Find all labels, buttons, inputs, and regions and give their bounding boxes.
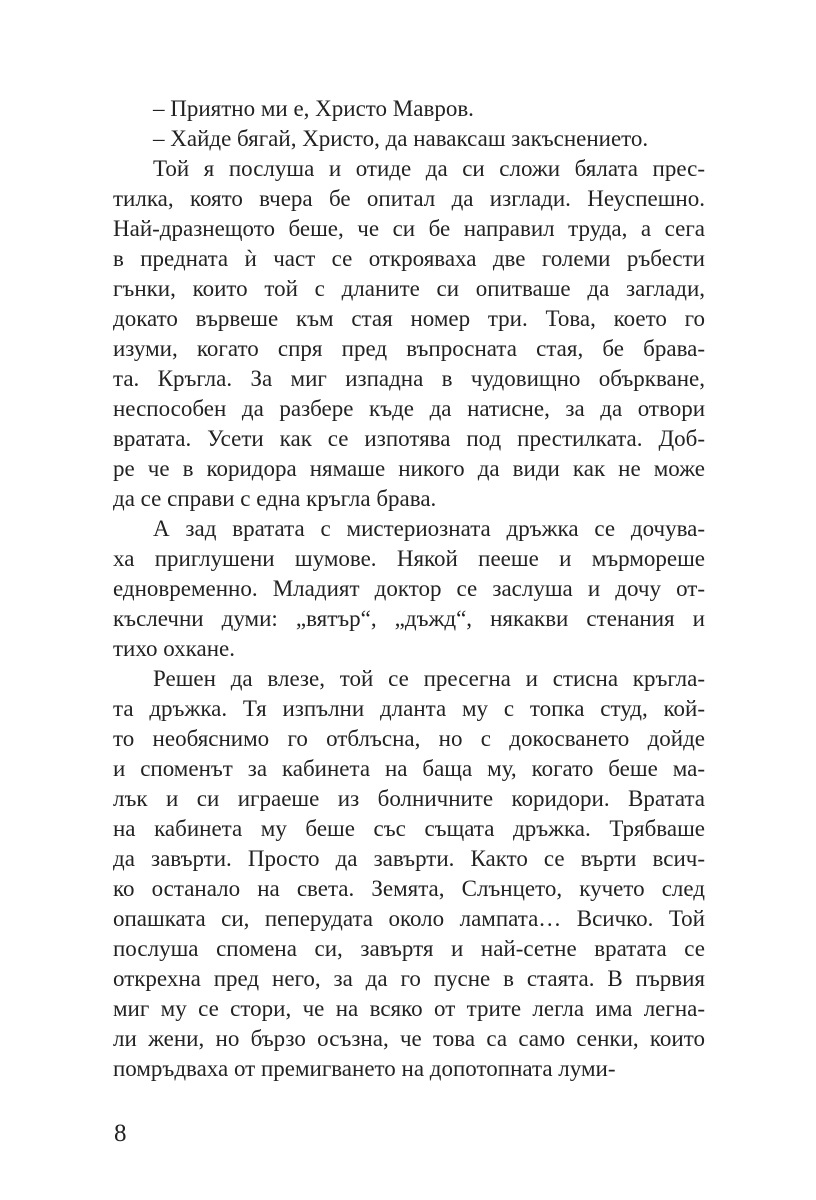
text-line: лък и си играеше из болничните коридори. Вратата [113, 786, 705, 811]
text-line: докато вървеше към стая номер три. Това, което го [113, 306, 705, 331]
text-line: помръдваха от премигването на допотопната луми- [113, 1056, 616, 1081]
text-line: послуша спомена си, завъртя и най-сетне вратата се [113, 936, 705, 961]
text-line: та. Кръгла. За миг изпадна в чудовищно объркване, [113, 366, 705, 391]
text-line: на кабинета му беше със същата дръжка. Трябваше [113, 816, 705, 841]
text-line: ре че в коридора нямаше никого да види как не може [113, 456, 705, 481]
text-line: тилка, която вчера бе опитал да изглади. Неуспешно. [113, 186, 705, 211]
text-line: да завърти. Просто да завърти. Както се върти всич- [113, 846, 705, 871]
text-line: ха приглушени шумове. Някой пееше и мърмореше [113, 546, 705, 571]
text-line: миг му се стори, че на всяко от трите легла има легна- [113, 996, 705, 1021]
text-line: – Приятно ми е, Христо Мавров. [153, 96, 474, 121]
text-line: да се справи с една кръгла брава. [113, 486, 437, 511]
text-line: открехна пред него, за да го пусне в стаята. В първия [113, 966, 705, 991]
text-line: неспособен да разбере къде да натисне, за да отвори [113, 396, 705, 421]
text-line: гънки, които той с дланите си опитваше да заглади, [113, 276, 705, 301]
text-line: то необяснимо го отблъсна, но с докосването дойде [113, 726, 705, 751]
text-line: и споменът за кабинета на баща му, когато беше ма- [113, 756, 705, 781]
text-line: та дръжка. Тя изпълни дланта му с топка студ, кой- [113, 696, 705, 721]
text-line: тихо охкане. [113, 636, 235, 661]
paragraph [113, 514, 705, 664]
text-line: опашката си, пеперудата около лампата… Всичко. Той [113, 906, 705, 931]
paragraph [113, 154, 705, 514]
text-line: в предната ѝ част се открояваха две големи ръбести [113, 246, 705, 271]
text-line: Той я послуша и отиде да си сложи бялата прес- [153, 156, 705, 181]
paragraph [113, 94, 705, 124]
text-line: Най-дразнещото беше, че си бе направил труда, а сега [113, 216, 705, 241]
text-line: къслечни думи: „вятър“, „дъжд“, някакви стенания и [113, 606, 705, 631]
text-line: А зад вратата с мистериозната дръжка се дочува- [153, 516, 705, 541]
paragraph [113, 664, 705, 1084]
page-number: 8 [114, 1120, 127, 1147]
text-line: ко останало на света. Земята, Слънцето, кучето след [113, 876, 705, 901]
text-line: Решен да влезе, той се пресегна и стисна кръгла- [153, 666, 705, 691]
text-line: едновременно. Младият доктор се заслуша и дочу от- [113, 576, 705, 601]
text-line: изуми, когато спря пред въпросната стая, бе брава- [113, 336, 705, 361]
paragraph [113, 124, 705, 154]
page-text [113, 94, 705, 1084]
text-line: вратата. Усети как се изпотява под престилката. Доб- [113, 426, 705, 451]
text-line: – Хайде бягай, Христо, да наваксаш закъснението. [153, 126, 649, 151]
text-line: ли жени, но бързо осъзна, че това са само сенки, които [113, 1026, 705, 1051]
